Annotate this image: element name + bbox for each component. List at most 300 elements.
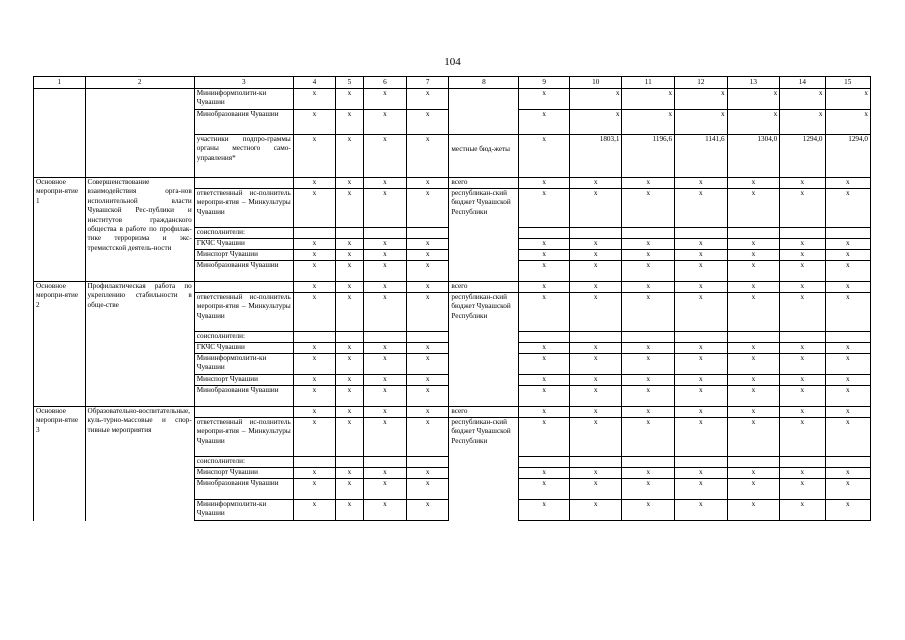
mark-cell: x <box>335 468 363 479</box>
empty-cell <box>293 228 335 239</box>
mark-cell: x <box>407 250 449 261</box>
value-cell: x <box>825 418 870 457</box>
value-cell: x <box>569 354 622 375</box>
value-cell: 1294,0 <box>825 135 870 178</box>
page-number: 104 <box>444 56 461 68</box>
mark-cell: x <box>293 500 335 521</box>
empty-cell <box>780 332 825 343</box>
value-cell: x <box>780 468 825 479</box>
mark-cell: x <box>293 250 335 261</box>
value-cell: 1196,6 <box>622 135 675 178</box>
value-cell: x <box>569 250 622 261</box>
value-cell: x <box>569 239 622 250</box>
value-cell: x <box>675 250 728 261</box>
mark-cell: x <box>407 239 449 250</box>
coexec-cell: ГКЧС Чувашии <box>194 343 293 354</box>
value-cell: x <box>825 293 870 332</box>
value-cell: x <box>780 418 825 457</box>
mark-cell: x <box>293 386 335 407</box>
value-cell: x <box>675 239 728 250</box>
value-cell: x <box>519 89 570 110</box>
column-header: 9 <box>519 77 570 89</box>
column-header: 7 <box>407 77 449 89</box>
value-cell: x <box>825 250 870 261</box>
empty-cell <box>34 89 86 178</box>
value-cell: x <box>622 110 675 135</box>
value-cell: x <box>780 293 825 332</box>
value-cell: x <box>569 293 622 332</box>
mark-cell: x <box>335 407 363 418</box>
value-cell: x <box>519 239 570 250</box>
coexec-cell: Мининформполити-ки Чувашии <box>194 354 293 375</box>
value-cell: x <box>727 89 780 110</box>
total-label: всего <box>449 407 519 418</box>
empty-cell <box>727 332 780 343</box>
value-cell: x <box>622 282 675 293</box>
mark-cell: x <box>407 178 449 189</box>
empty-cell <box>780 457 825 468</box>
value-cell: x <box>780 178 825 189</box>
value-cell: x <box>825 110 870 135</box>
value-cell: x <box>519 468 570 479</box>
mark-cell: x <box>363 239 406 250</box>
coexec-label: соисполнители: <box>194 332 293 343</box>
value-cell: x <box>727 261 780 282</box>
value-cell: x <box>675 261 728 282</box>
column-header: 8 <box>449 77 519 89</box>
value-cell: x <box>519 250 570 261</box>
event-title: Профилактическая работа по укреплению стабильности в обще-стве <box>85 282 194 407</box>
event-label: Основное меропри-ятие 2 <box>34 282 86 407</box>
value-cell: x <box>727 375 780 386</box>
event-title: Образовательно-воспитательные, куль-турно-массовые и спор-тивные мероприятия <box>85 407 194 521</box>
header-row <box>34 77 871 89</box>
source-cell: республикан-ский бюджет Чувашской Республики <box>449 293 519 407</box>
value-cell: x <box>780 354 825 375</box>
value-cell: x <box>675 479 728 500</box>
value-cell: x <box>569 418 622 457</box>
coexec-label: соисполнители: <box>194 228 293 239</box>
value-cell: x <box>825 282 870 293</box>
mark-cell: x <box>407 479 449 500</box>
value-cell: x <box>825 407 870 418</box>
mark-cell: x <box>407 407 449 418</box>
coexec-cell: Минспорт Чувашии <box>194 250 293 261</box>
value-cell: x <box>569 468 622 479</box>
value-cell: x <box>569 343 622 354</box>
value-cell: x <box>780 250 825 261</box>
value-cell: x <box>727 354 780 375</box>
event-title: Совершенствование взаимодействия орга-нов исполнительной власти Чувашской Рес-публики и институтов гражданского общества в работе по профилак-тике терроризма и экс-тремистской деятель-ности <box>85 178 194 282</box>
value-cell: x <box>825 261 870 282</box>
empty-cell <box>85 89 194 178</box>
column-header: 13 <box>727 77 780 89</box>
value-cell: x <box>622 500 675 521</box>
value-cell: x <box>519 407 570 418</box>
mark-cell: x <box>407 500 449 521</box>
value-cell: x <box>727 178 780 189</box>
empty-cell <box>335 228 363 239</box>
value-cell: x <box>780 479 825 500</box>
mark-cell: x <box>363 135 406 178</box>
mark-cell: x <box>335 375 363 386</box>
mark-cell: x <box>335 110 363 135</box>
value-cell: x <box>519 189 570 228</box>
mark-cell: x <box>407 282 449 293</box>
coexec-cell: ГКЧС Чувашии <box>194 239 293 250</box>
coexec-cell: Минспорт Чувашии <box>194 375 293 386</box>
mark-cell: x <box>293 89 335 110</box>
source-text: местные бюд-жеты <box>451 145 510 153</box>
empty-cell <box>407 457 449 468</box>
value-cell: x <box>622 343 675 354</box>
table-row <box>34 89 871 110</box>
value-cell: x <box>675 354 728 375</box>
empty-cell <box>569 457 622 468</box>
mark-cell: x <box>293 407 335 418</box>
empty-cell <box>727 228 780 239</box>
value-cell: x <box>569 178 622 189</box>
value-cell: x <box>780 110 825 135</box>
column-header: 6 <box>363 77 406 89</box>
value-cell: x <box>519 479 570 500</box>
mark-cell: x <box>407 135 449 178</box>
column-header: 4 <box>293 77 335 89</box>
mark-cell: x <box>335 418 363 457</box>
value-cell: x <box>519 343 570 354</box>
value-cell: x <box>825 239 870 250</box>
value-cell: x <box>519 375 570 386</box>
empty-cell <box>519 457 570 468</box>
value-cell: x <box>569 375 622 386</box>
mark-cell: x <box>293 293 335 332</box>
value-cell: x <box>569 479 622 500</box>
column-header: 3 <box>194 77 293 89</box>
value-cell: x <box>519 261 570 282</box>
value-cell: x <box>780 239 825 250</box>
value-cell: x <box>675 418 728 457</box>
value-cell: x <box>780 89 825 110</box>
mark-cell: x <box>293 189 335 228</box>
mark-cell: x <box>363 250 406 261</box>
value-cell: x <box>727 250 780 261</box>
value-cell: 1803,1 <box>569 135 622 178</box>
value-cell: x <box>825 189 870 228</box>
column-header: 1 <box>34 77 86 89</box>
column-header: 11 <box>622 77 675 89</box>
mark-cell: x <box>335 500 363 521</box>
value-cell: x <box>780 375 825 386</box>
value-cell: x <box>622 407 675 418</box>
empty-cell <box>622 457 675 468</box>
value-cell: x <box>675 89 728 110</box>
mark-cell: x <box>335 261 363 282</box>
mark-cell: x <box>293 178 335 189</box>
empty-cell <box>727 457 780 468</box>
value-cell: x <box>569 500 622 521</box>
value-cell: x <box>825 178 870 189</box>
empty-cell <box>363 457 406 468</box>
value-cell: x <box>622 468 675 479</box>
mark-cell: x <box>335 479 363 500</box>
mark-cell: x <box>335 354 363 375</box>
mark-cell: x <box>407 89 449 110</box>
value-cell: x <box>727 110 780 135</box>
source-cell: республикан-ский бюджет Чувашской Республики <box>449 418 519 521</box>
value-cell: x <box>622 479 675 500</box>
value-cell: x <box>569 110 622 135</box>
value-cell: x <box>569 407 622 418</box>
empty-cell <box>569 332 622 343</box>
mark-cell: x <box>293 468 335 479</box>
mark-cell: x <box>363 89 406 110</box>
empty-cell <box>293 457 335 468</box>
mark-cell: x <box>407 293 449 332</box>
value-cell: x <box>675 468 728 479</box>
value-cell: x <box>675 500 728 521</box>
value-cell: x <box>675 343 728 354</box>
value-cell: x <box>825 89 870 110</box>
coexec-cell: Минобразования Чувашии <box>194 261 293 282</box>
source-cell <box>449 135 519 178</box>
mark-cell: x <box>293 479 335 500</box>
value-cell: x <box>675 375 728 386</box>
value-cell: x <box>825 375 870 386</box>
value-cell: x <box>519 282 570 293</box>
value-cell: x <box>519 293 570 332</box>
column-header: 12 <box>675 77 728 89</box>
value-cell: x <box>622 386 675 407</box>
responsible-cell: ответственный ис-полнитель меропри-ятия – Минкультуры Чувашии <box>194 418 293 457</box>
table-row <box>34 178 871 189</box>
value-cell: x <box>675 386 728 407</box>
mark-cell: x <box>407 354 449 375</box>
value-cell: x <box>780 386 825 407</box>
value-cell: x <box>519 500 570 521</box>
coexec-cell: Минобразования Чувашии <box>194 386 293 407</box>
executor-cell: Минобразования Чувашии <box>194 110 293 135</box>
mark-cell: x <box>363 178 406 189</box>
coexec-cell: Мининформполити-ки Чувашии <box>194 500 293 521</box>
mark-cell: x <box>407 261 449 282</box>
value-cell: x <box>675 110 728 135</box>
empty-cell <box>293 332 335 343</box>
column-header: 10 <box>569 77 622 89</box>
empty-cell <box>194 282 293 293</box>
column-header: 14 <box>780 77 825 89</box>
value-cell: x <box>622 189 675 228</box>
empty-cell <box>675 228 728 239</box>
mark-cell: x <box>363 418 406 457</box>
value-cell: x <box>675 282 728 293</box>
empty-cell <box>675 332 728 343</box>
mark-cell: x <box>363 293 406 332</box>
mark-cell: x <box>363 386 406 407</box>
value-cell: x <box>675 189 728 228</box>
value-cell: x <box>727 418 780 457</box>
table-row <box>34 282 871 293</box>
empty-cell <box>194 407 293 418</box>
mark-cell: x <box>363 110 406 135</box>
mark-cell: x <box>363 479 406 500</box>
value-cell: x <box>780 189 825 228</box>
empty-cell <box>407 228 449 239</box>
value-cell: x <box>727 407 780 418</box>
source-cell: республикан-ский бюджет Чувашской Республики <box>449 189 519 282</box>
value-cell: x <box>622 261 675 282</box>
empty-cell <box>363 228 406 239</box>
value-cell: x <box>780 407 825 418</box>
value-cell: x <box>519 110 570 135</box>
mark-cell: x <box>293 354 335 375</box>
value-cell: x <box>727 189 780 228</box>
value-cell: x <box>675 178 728 189</box>
value-cell: x <box>727 282 780 293</box>
mark-cell: x <box>293 282 335 293</box>
mark-cell: x <box>335 250 363 261</box>
mark-cell: x <box>293 135 335 178</box>
value-cell: x <box>519 418 570 457</box>
mark-cell: x <box>335 89 363 110</box>
mark-cell: x <box>363 282 406 293</box>
empty-cell <box>335 332 363 343</box>
value-cell: x <box>675 407 728 418</box>
empty-cell <box>825 332 870 343</box>
value-cell: x <box>675 293 728 332</box>
mark-cell: x <box>407 343 449 354</box>
mark-cell: x <box>363 343 406 354</box>
value-cell: x <box>727 343 780 354</box>
mark-cell: x <box>335 135 363 178</box>
value-cell: x <box>727 479 780 500</box>
value-cell: x <box>622 375 675 386</box>
mark-cell: x <box>363 375 406 386</box>
mark-cell: x <box>293 261 335 282</box>
value-cell: x <box>727 293 780 332</box>
empty-cell <box>194 178 293 189</box>
value-cell: x <box>780 261 825 282</box>
value-cell: x <box>622 418 675 457</box>
responsible-cell: ответственный ис-полнитель меропри-ятия – Минкультуры Чувашии <box>194 189 293 228</box>
value-cell: 1304,0 <box>727 135 780 178</box>
value-cell: x <box>569 189 622 228</box>
value-cell: 1141,6 <box>675 135 728 178</box>
value-cell: x <box>780 500 825 521</box>
value-cell: x <box>519 178 570 189</box>
mark-cell: x <box>363 189 406 228</box>
total-label: всего <box>449 178 519 189</box>
event-label: Основное меропри-ятие 1 <box>34 178 86 282</box>
empty-cell <box>519 228 570 239</box>
empty-cell <box>407 332 449 343</box>
mark-cell: x <box>293 239 335 250</box>
mark-cell: x <box>407 189 449 228</box>
value-cell: x <box>825 479 870 500</box>
value-cell: x <box>825 386 870 407</box>
value-cell: x <box>727 500 780 521</box>
value-cell: x <box>780 343 825 354</box>
column-header: 2 <box>85 77 194 89</box>
mark-cell: x <box>363 407 406 418</box>
value-cell: x <box>727 468 780 479</box>
mark-cell: x <box>363 468 406 479</box>
total-label: всего <box>449 282 519 293</box>
mark-cell: x <box>335 293 363 332</box>
empty-cell <box>449 89 519 135</box>
executor-cell: Мининформполити-ки Чувашии <box>194 89 293 110</box>
empty-cell <box>622 332 675 343</box>
empty-cell <box>825 228 870 239</box>
value-cell: x <box>569 282 622 293</box>
budget-table <box>33 76 871 521</box>
table-row <box>34 407 871 418</box>
empty-cell <box>569 228 622 239</box>
value-cell: x <box>569 386 622 407</box>
empty-cell <box>675 457 728 468</box>
mark-cell: x <box>407 418 449 457</box>
value-cell: x <box>622 178 675 189</box>
mark-cell: x <box>335 239 363 250</box>
empty-cell <box>363 332 406 343</box>
value-cell: x <box>519 386 570 407</box>
column-header: 5 <box>335 77 363 89</box>
mark-cell: x <box>335 189 363 228</box>
value-cell: x <box>569 261 622 282</box>
value-cell: x <box>727 239 780 250</box>
empty-cell <box>335 457 363 468</box>
value-cell: x <box>519 135 570 178</box>
mark-cell: x <box>407 375 449 386</box>
value-cell: x <box>622 89 675 110</box>
mark-cell: x <box>335 343 363 354</box>
coexec-label: соисполнители: <box>194 457 293 468</box>
mark-cell: x <box>407 386 449 407</box>
value-cell: x <box>825 354 870 375</box>
value-cell: x <box>727 386 780 407</box>
event-label: Основное меропри-ятие 3 <box>34 407 86 521</box>
mark-cell: x <box>293 343 335 354</box>
mark-cell: x <box>293 418 335 457</box>
value-cell: x <box>825 500 870 521</box>
value-cell: x <box>569 89 622 110</box>
coexec-cell: Минобразования Чувашии <box>194 479 293 500</box>
value-cell: x <box>780 282 825 293</box>
mark-cell: x <box>293 110 335 135</box>
value-cell: x <box>825 343 870 354</box>
empty-cell <box>519 332 570 343</box>
empty-cell <box>780 228 825 239</box>
mark-cell: x <box>293 375 335 386</box>
coexec-cell: Минспорт Чувашии <box>194 468 293 479</box>
mark-cell: x <box>335 282 363 293</box>
value-cell: 1294,0 <box>780 135 825 178</box>
empty-cell <box>622 228 675 239</box>
empty-cell <box>825 457 870 468</box>
value-cell: x <box>622 354 675 375</box>
mark-cell: x <box>363 500 406 521</box>
mark-cell: x <box>407 110 449 135</box>
mark-cell: x <box>363 261 406 282</box>
executor-cell: участники подпро-граммы органы местного само-управления* <box>194 135 293 178</box>
mark-cell: x <box>335 386 363 407</box>
value-cell: x <box>622 239 675 250</box>
value-cell: x <box>519 354 570 375</box>
value-cell: x <box>622 293 675 332</box>
column-header: 15 <box>825 77 870 89</box>
mark-cell: x <box>335 178 363 189</box>
value-cell: x <box>825 468 870 479</box>
mark-cell: x <box>363 354 406 375</box>
